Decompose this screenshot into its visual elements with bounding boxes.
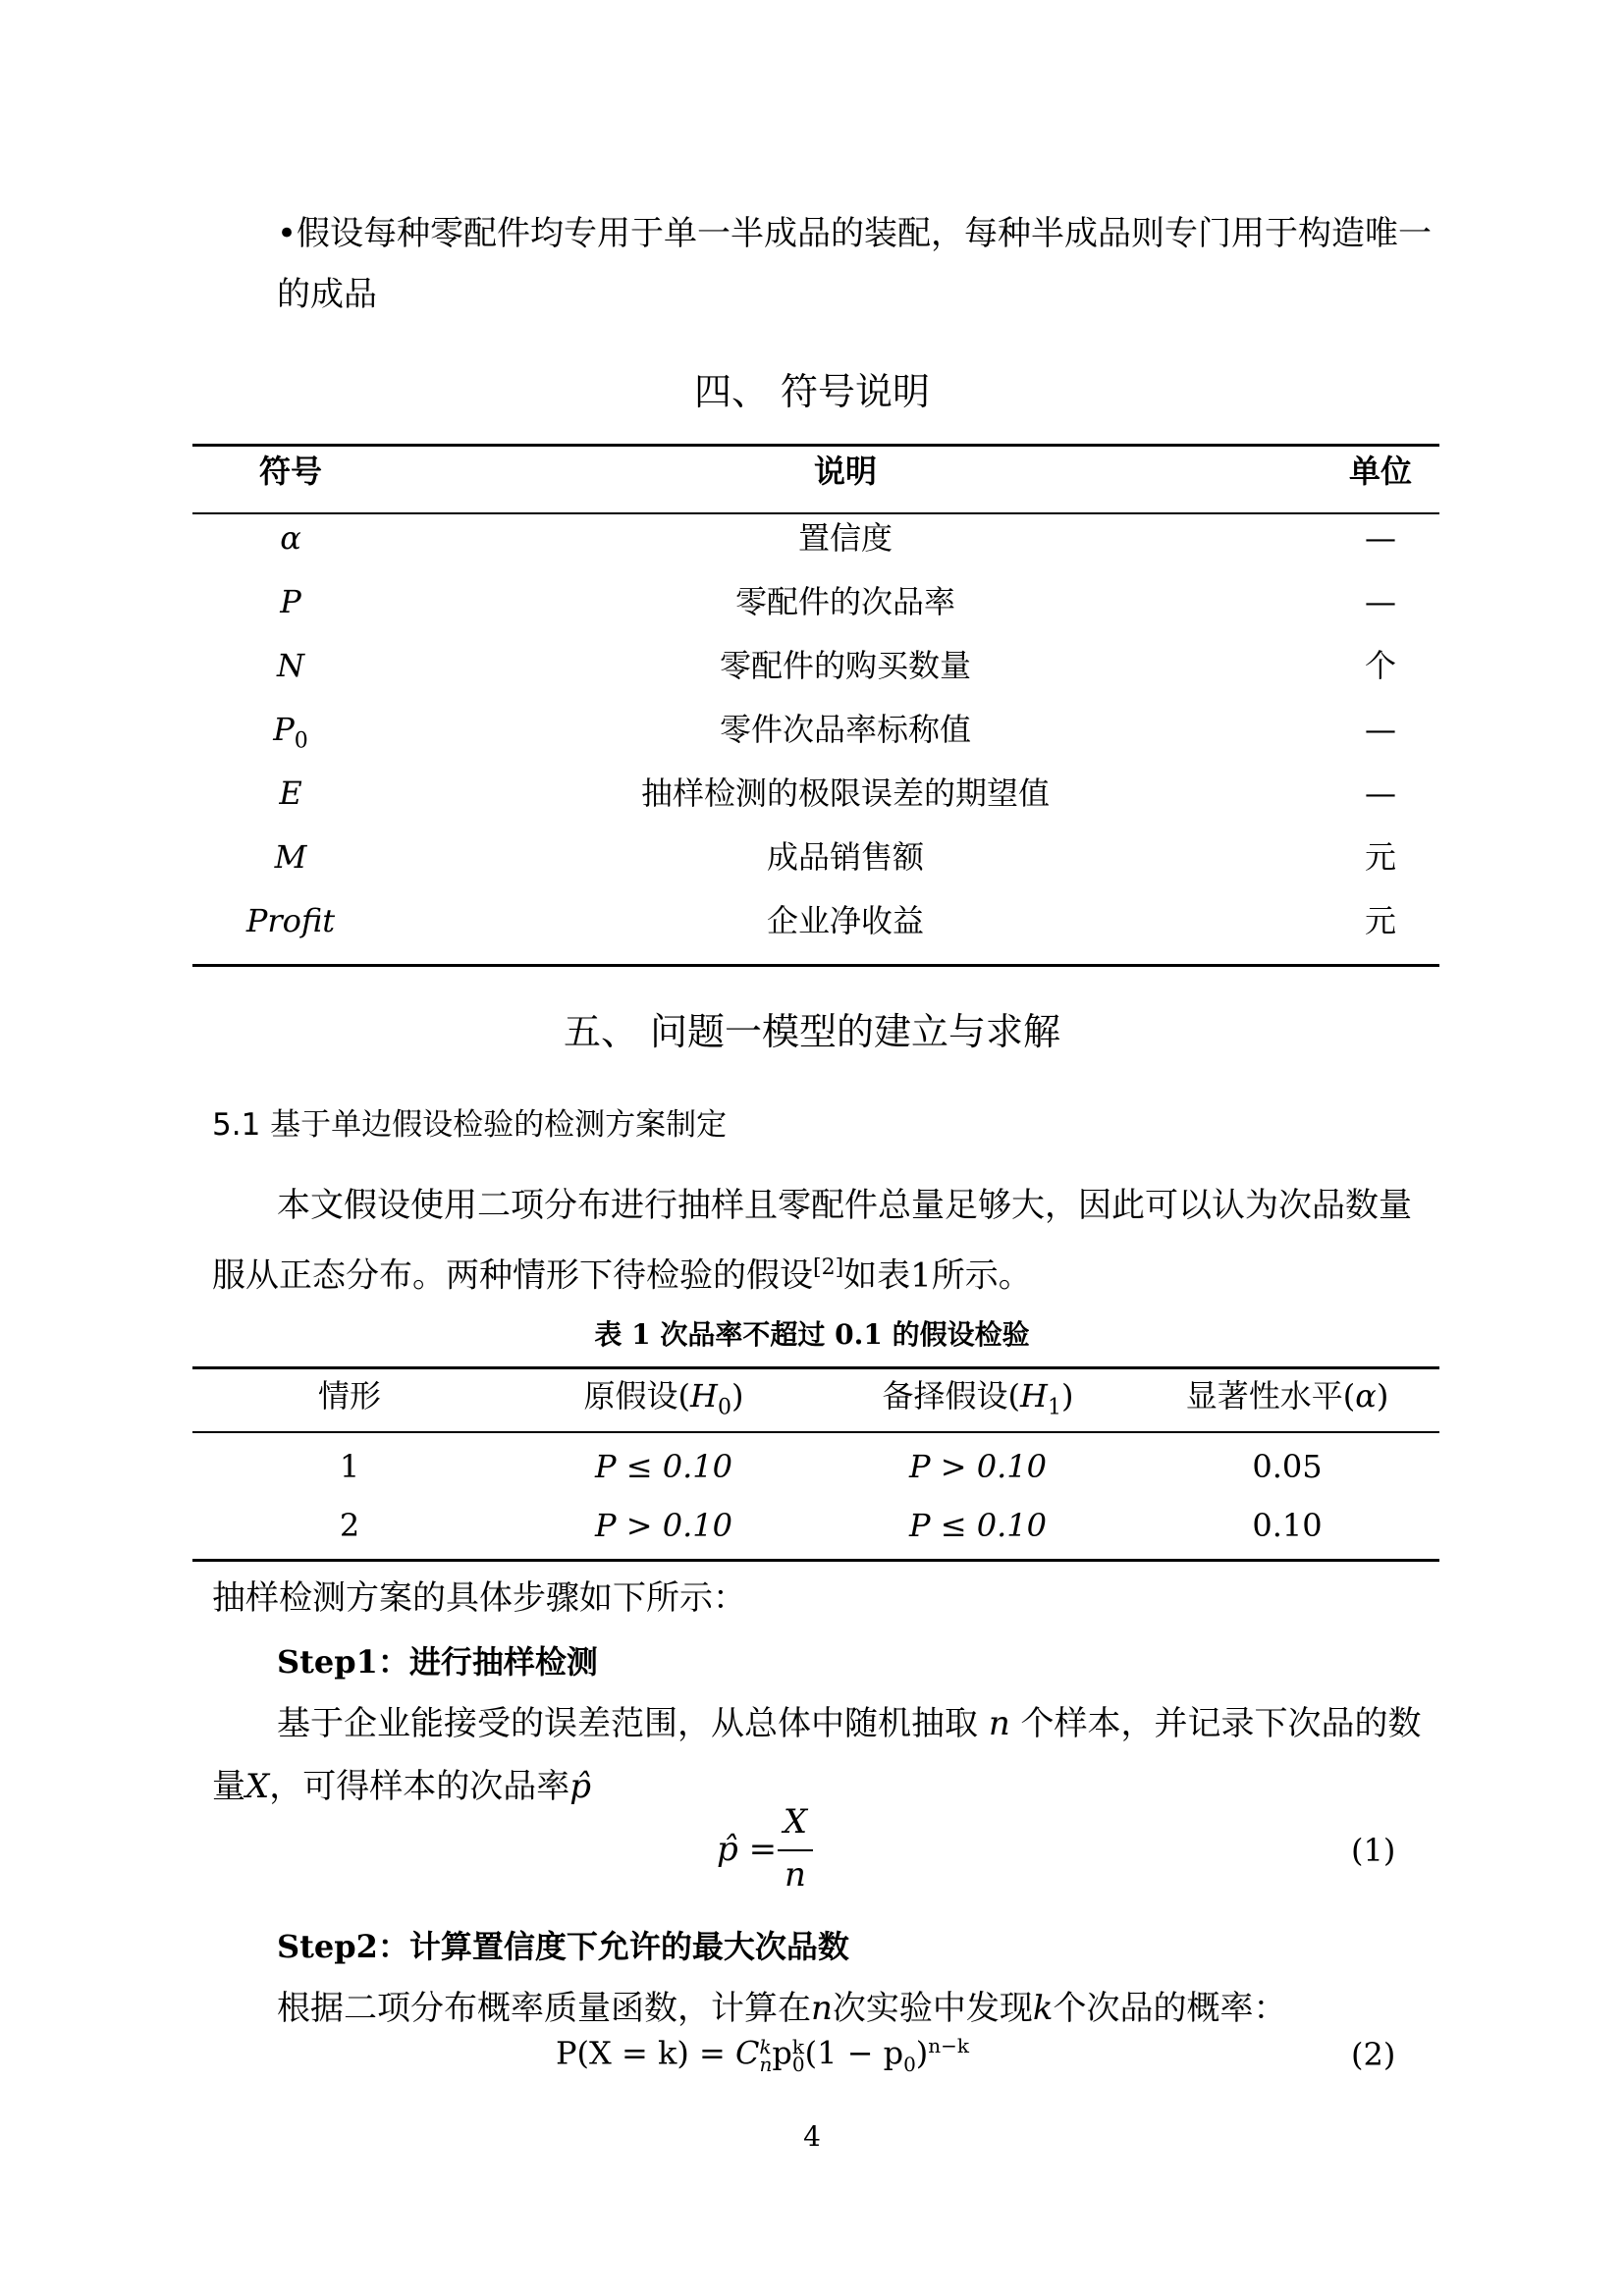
unit-cell: — (1365, 711, 1396, 748)
step-2-line (277, 1977, 1287, 2040)
symbol-cell: E (279, 774, 302, 812)
null-header-close: ) (731, 1377, 744, 1415)
symbol-table-header (192, 440, 1439, 503)
desc-cell: 企业净收益 (766, 902, 924, 939)
eq1-number: (1) (1351, 1832, 1396, 1869)
step-2-n: n (811, 1989, 833, 2028)
alt-hypothesis-cell: P ≤ 0.10 (909, 1507, 1047, 1544)
step-1-title: Step1：进行抽样检测 (277, 1643, 598, 1681)
table-1-caption: 表 1 次品率不超过 0.1 的假设检验 (594, 1318, 1030, 1351)
step-2-title: Step2：计算置信度下允许的最大次品数 (277, 1928, 849, 1965)
significance-cell: 0.05 (1252, 1448, 1323, 1485)
null-header-subscript: 0 (717, 1395, 731, 1420)
step-2-k: k (1032, 1989, 1054, 2028)
unit-cell: — (1365, 519, 1396, 557)
step-1-text-c: 量 (212, 1767, 245, 1806)
unit-cell: — (1365, 774, 1396, 812)
table-1-header (192, 1366, 1439, 1425)
symbol-table-bottom-rule (192, 964, 1439, 967)
table-row (192, 762, 1439, 825)
case-cell: 2 (339, 1507, 360, 1544)
eq2-p-sub: 0 (791, 2053, 805, 2077)
alt-header-close: ) (1060, 1377, 1074, 1415)
reference-2: [2] (813, 1255, 844, 1280)
unit-header: 单位 (1348, 453, 1412, 490)
symbol-cell: Profit (245, 902, 336, 939)
eq2-p-scripts (791, 2035, 805, 2077)
eq2-C-sub: n (759, 2053, 773, 2077)
step-2-text-b: 次实验中发现 (832, 1989, 1033, 2028)
symbol-cell: α (280, 519, 301, 557)
null-hypothesis-cell: P > 0.10 (595, 1507, 732, 1544)
significance-cell: 0.10 (1252, 1507, 1323, 1544)
step-1-n: n (988, 1704, 1010, 1743)
table-row (192, 1496, 1439, 1555)
step-1-text-b: 个样本，并记录下次品的数 (1009, 1704, 1422, 1743)
paragraph-1-text-b: 如表1所示。 (843, 1255, 1032, 1296)
step-1-text-a: 基于企业能接受的误差范围，从总体中随机抽取 (277, 1704, 989, 1743)
assumption-line-2: 的成品 (277, 275, 377, 314)
alt-header-text: 备择假设( (882, 1377, 1021, 1415)
null-hypothesis-header (507, 1366, 821, 1437)
unit-cell: 个 (1364, 647, 1396, 684)
significance-header-symbol: α (1355, 1377, 1377, 1415)
eq2-rest: (1 − p (804, 2034, 904, 2072)
null-header-symbol: H (690, 1377, 718, 1415)
eq2-rest-sub: 0 (903, 2053, 916, 2077)
symbol-base: P (273, 711, 295, 748)
eq2-C-scripts (759, 2035, 773, 2077)
eq2-p-sup: k (791, 2035, 804, 2059)
eq2-C-sup: k (759, 2035, 772, 2059)
symbol-subscript: 0 (294, 728, 308, 754)
symbol-header: 符号 (258, 453, 322, 490)
desc-cell: 抽样检测的极限误差的期望值 (640, 774, 1050, 812)
table-row (192, 826, 1439, 888)
step-1-text-d: ，可得样本的次品率 (269, 1767, 570, 1806)
significance-header-text: 显著性水平( (1185, 1377, 1356, 1415)
unit-cell: — (1365, 583, 1396, 620)
step-2-text-a: 根据二项分布概率质量函数，计算在 (277, 1989, 811, 2028)
eq2-p: p (772, 2034, 792, 2072)
table-row (192, 1437, 1439, 1496)
eq2-C: C (734, 2034, 760, 2072)
eq1-numerator: X (783, 1802, 808, 1842)
alt-header-symbol: H (1020, 1377, 1048, 1415)
case-cell: 1 (339, 1448, 360, 1485)
page-number: 4 (803, 2120, 821, 2153)
symbol-cell: P (280, 583, 301, 620)
desc-cell: 成品销售额 (766, 838, 924, 876)
section-4-title: 四、 符号说明 (693, 370, 931, 413)
significance-header-close: ) (1376, 1377, 1389, 1415)
table-1-bottom-rule (192, 1559, 1439, 1562)
eq1-fraction-bar (778, 1849, 813, 1851)
table-row (192, 698, 1439, 761)
assumption-line-1: •假设每种零配件均专用于单一半成品的装配，每种半成品则专门用于构造唯一 (277, 214, 1433, 253)
section-5-title: 五、 问题一模型的建立与求解 (563, 1010, 1061, 1053)
unit-cell: 元 (1364, 902, 1396, 939)
subsection-5-1-title: 5.1 基于单边假设检验的检测方案制定 (212, 1107, 728, 1143)
table-row (192, 570, 1439, 633)
steps-intro: 抽样检测方案的具体步骤如下所示： (212, 1578, 746, 1618)
symbol-cell: N (277, 647, 304, 684)
eq1-denominator: n (785, 1855, 806, 1895)
paragraph-1-text-a: 服从正态分布。两种情形下待检验的假设 (212, 1255, 813, 1296)
alt-hypothesis-cell: P > 0.10 (909, 1448, 1047, 1485)
eq2-number: (2) (1351, 2036, 1396, 2073)
eq1-lhs: p̂ = (717, 1830, 778, 1869)
step-1-line-1 (277, 1692, 1422, 1755)
table-1-mid-rule (192, 1431, 1439, 1433)
case-header: 情形 (317, 1377, 381, 1415)
step-1-phat: p̂ (569, 1767, 591, 1806)
eq2-exponent: n−k (928, 2034, 970, 2057)
desc-cell: 零配件的购买数量 (719, 647, 971, 684)
desc-cell: 零件次品率标称值 (719, 711, 971, 748)
paragraph-1-line-2 (212, 1237, 1032, 1307)
eq2-lhs: P(X = k) = (556, 2034, 735, 2072)
desc-header: 说明 (813, 453, 877, 490)
desc-cell: 置信度 (797, 519, 893, 557)
table-row (192, 507, 1439, 569)
step-1-X: X (245, 1767, 270, 1806)
eq2-rest-close: ) (915, 2034, 929, 2072)
desc-cell: 零配件的次品率 (734, 583, 955, 620)
paragraph-1-line-1: 本文假设使用二项分布进行抽样且零配件总量足够大，因此可以认为次品数量 (277, 1186, 1412, 1225)
table-row (192, 634, 1439, 697)
eq2-formula (556, 2034, 969, 2076)
significance-header (1135, 1366, 1439, 1425)
step-2-text-c: 个次品的概率： (1053, 1989, 1287, 2028)
null-header-text: 原假设( (583, 1377, 691, 1415)
step-1-line-2 (212, 1755, 591, 1818)
null-hypothesis-cell: P ≤ 0.10 (595, 1448, 732, 1485)
symbol-cell: M (274, 838, 307, 876)
alt-hypothesis-header (821, 1366, 1135, 1437)
unit-cell: 元 (1364, 838, 1396, 876)
alt-header-subscript: 1 (1047, 1395, 1061, 1420)
table-row (192, 889, 1439, 952)
